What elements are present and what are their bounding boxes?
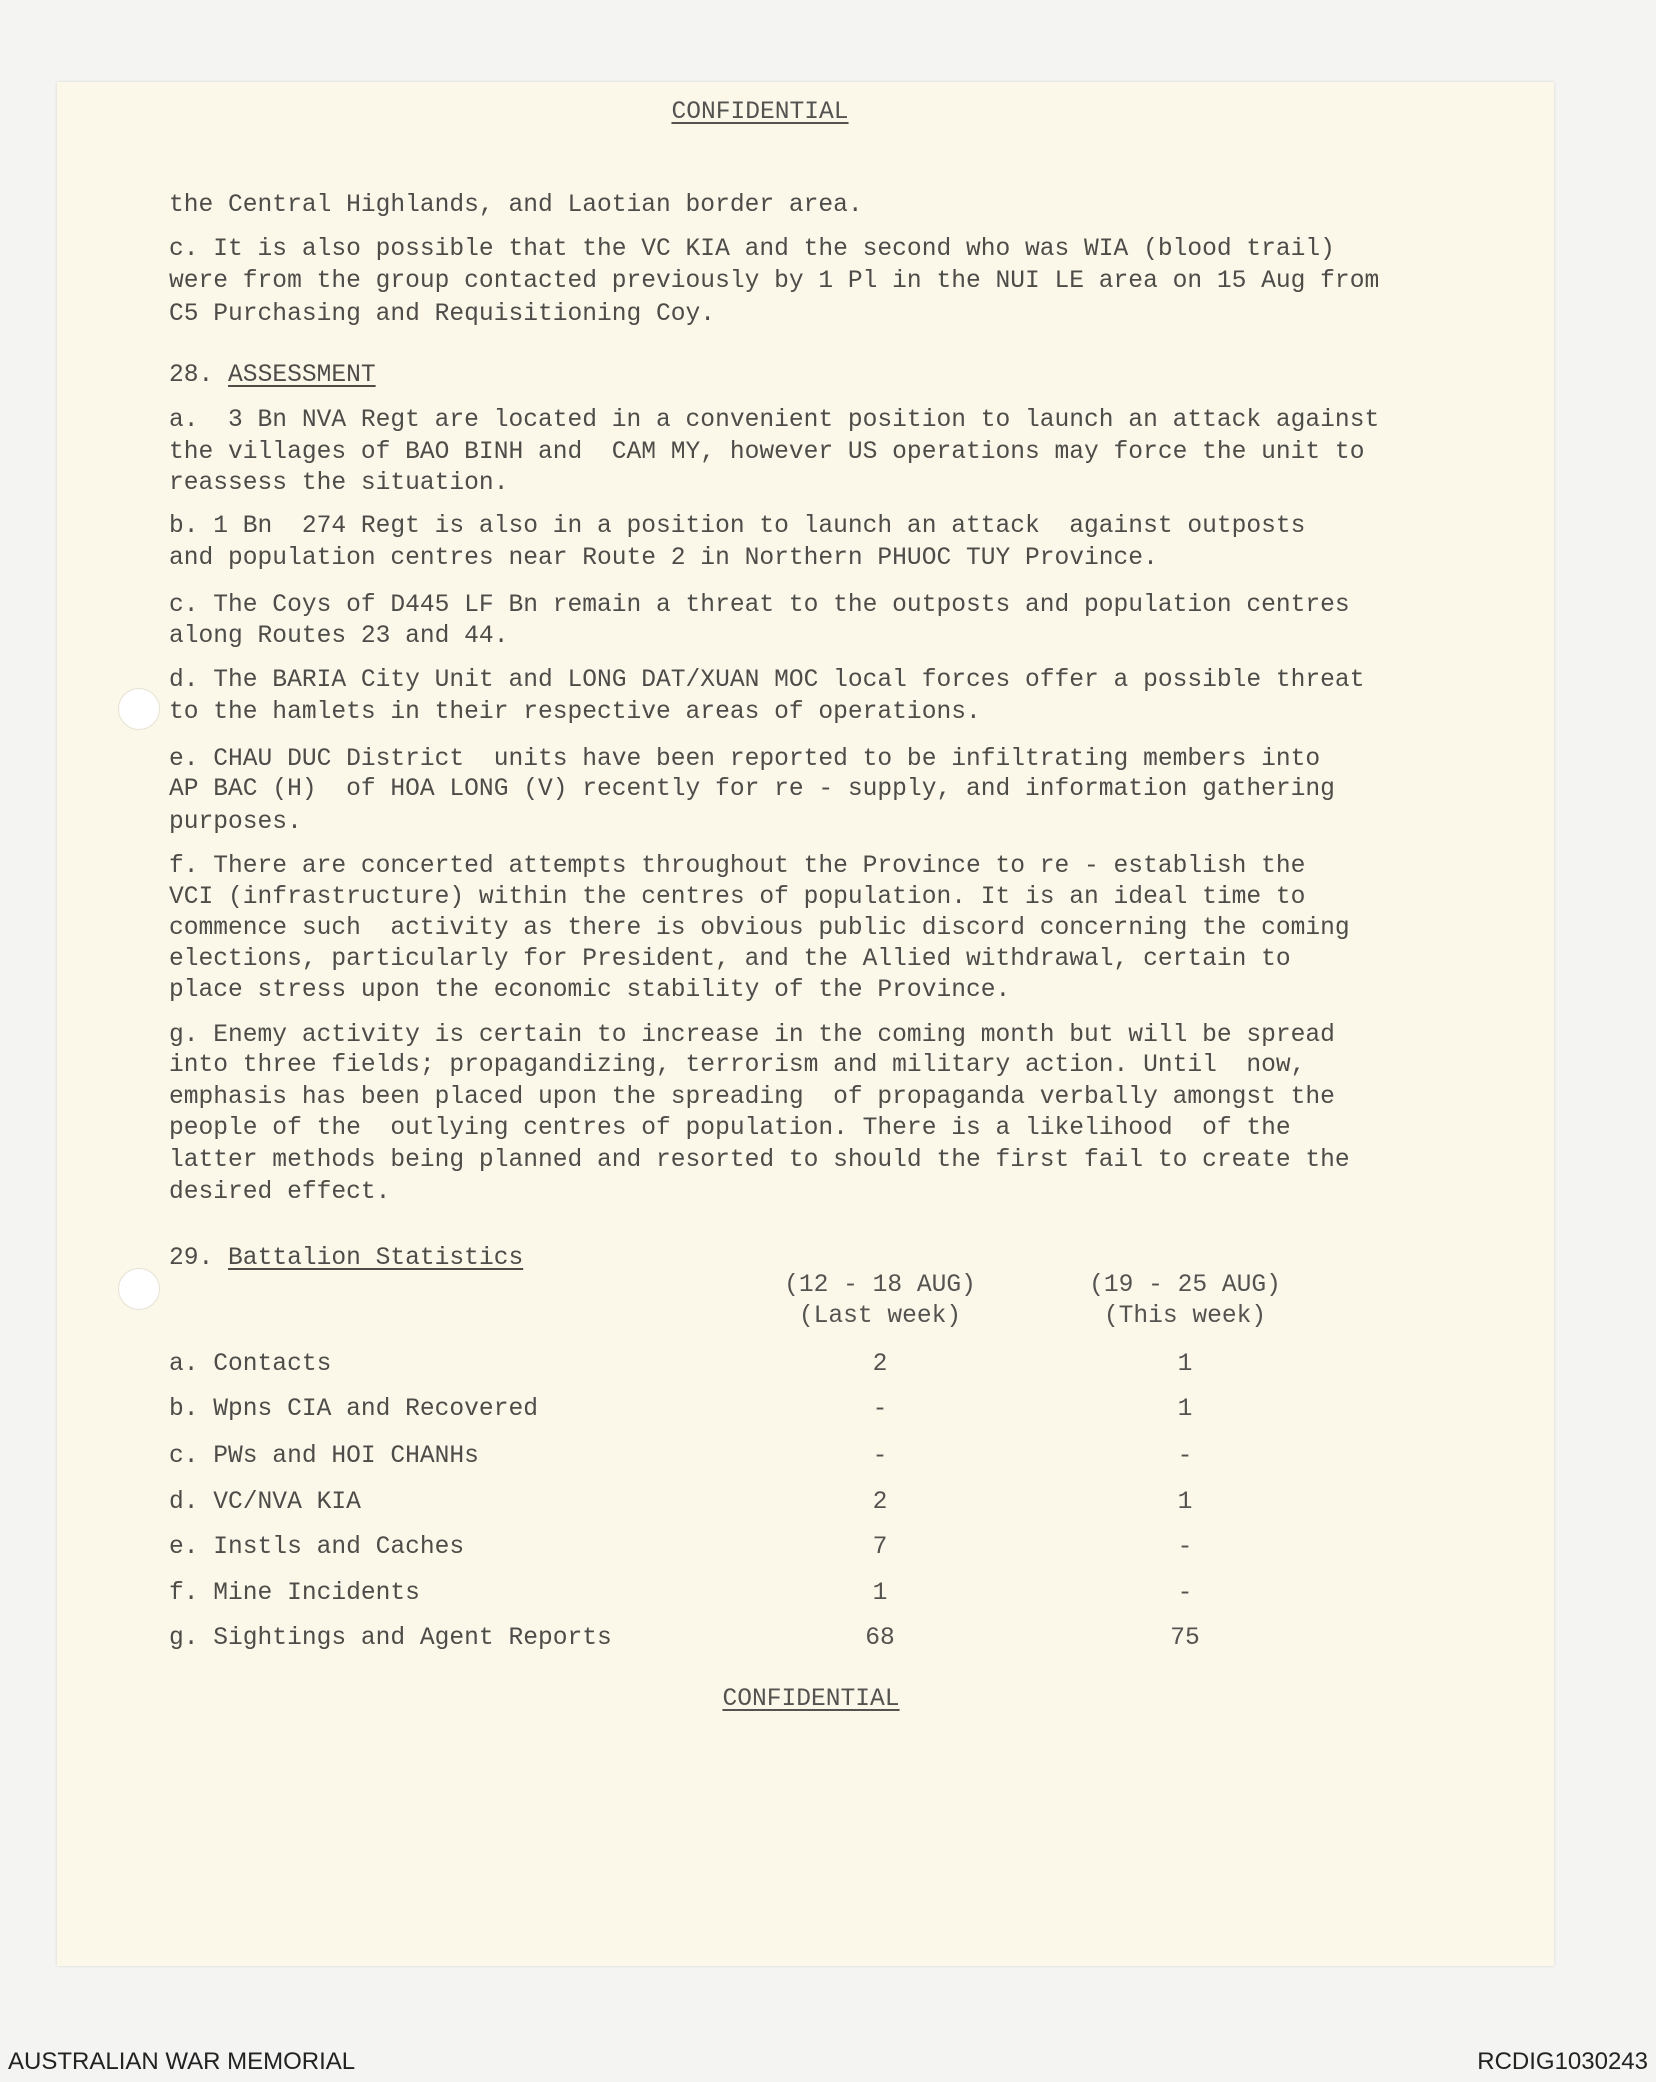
assessment-paragraph-line: f. There are concerted attempts throughout the Province to re - establish the [169,853,1306,880]
stat-this-week-value: 75 [1170,1625,1200,1652]
header-confidential: CONFIDENTIAL [671,99,849,126]
assessment-paragraph-line: along Routes 23 and 44. [169,623,509,650]
assessment-paragraph-line: place stress upon the economic stability of the Province. [169,977,1011,1004]
stat-this-week-value: 1 [1177,1396,1193,1423]
paragraph-27c-line: were from the group contacted previously by 1 Pl in the NUI LE area on 15 Aug from [169,268,1380,295]
assessment-paragraph-line: g. Enemy activity is certain to increase in the coming month but will be spread [169,1022,1335,1049]
assessment-paragraph-line: and population centres near Route 2 in Northern PHUOC TUY Province. [169,545,1158,572]
col-last-week-range: (12 - 18 AUG) [784,1272,976,1299]
stat-last-week-value: 68 [865,1625,895,1652]
col-last-week-label: (Last week) [798,1303,962,1330]
stat-last-week-value: 7 [872,1534,888,1561]
assessment-paragraph-line: latter methods being planned and resorted to should the first fail to create the [169,1147,1350,1174]
assessment-paragraph-line: d. The BARIA City Unit and LONG DAT/XUAN MOC local forces offer a possible threat [169,667,1365,694]
assessment-paragraph-line: a. 3 Bn NVA Regt are located in a convenient position to launch an attack against [169,407,1380,434]
stat-row-label: b. Wpns CIA and Recovered [169,1396,538,1423]
assessment-paragraph-line: reassess the situation. [169,470,509,497]
stat-last-week-value: - [872,1396,888,1423]
stat-last-week-value: 2 [872,1351,888,1378]
stat-row-label: a. Contacts [169,1351,332,1378]
paragraph-27c-line: C5 Purchasing and Requisitioning Coy. [169,301,716,328]
stat-row-label: f. Mine Incidents [169,1580,420,1607]
stat-this-week-value: 1 [1177,1351,1193,1378]
assessment-paragraph-line: the villages of BAO BINH and CAM MY, however US operations may force the unit to [169,439,1365,466]
stat-row-label: d. VC/NVA KIA [169,1489,361,1516]
paragraph-27c-line: c. It is also possible that the VC KIA and the second who was WIA (blood trail) [169,236,1335,263]
assessment-paragraph-line: into three fields; propagandizing, terrorism and military action. Until now, [169,1052,1306,1079]
punch-hole [118,688,160,730]
section-29-heading: 29. Battalion Statistics [169,1245,524,1272]
assessment-paragraph-line: e. CHAU DUC District units have been reported to be infiltrating members into [169,746,1321,773]
stat-this-week-value: - [1177,1534,1193,1561]
assessment-paragraph-line: elections, particularly for President, and the Allied withdrawal, certain to [169,946,1291,973]
assessment-paragraph-line: VCI (infrastructure) within the centres of population. It is an ideal time to [169,884,1306,911]
stat-this-week-value: - [1177,1580,1193,1607]
stat-this-week-value: - [1177,1443,1193,1470]
punch-hole [118,1268,160,1310]
col-this-week-range: (19 - 25 AUG) [1089,1272,1281,1299]
archive-id: RCDIG1030243 [1477,2048,1648,2075]
assessment-paragraph-line: AP BAC (H) of HOA LONG (V) recently for re - supply, and information gathering [169,776,1335,803]
assessment-paragraph-line: desired effect. [169,1179,391,1206]
text-line: the Central Highlands, and Laotian border area. [169,192,863,219]
assessment-paragraph-line: to the hamlets in their respective areas of operations. [169,699,981,726]
stat-last-week-value: - [872,1443,888,1470]
stat-last-week-value: 1 [872,1580,888,1607]
col-this-week-label: (This week) [1103,1303,1267,1330]
stat-row-label: c. PWs and HOI CHANHs [169,1443,479,1470]
assessment-paragraph-line: people of the outlying centres of population. There is a likelihood of the [169,1115,1291,1142]
stat-row-label: g. Sightings and Agent Reports [169,1625,612,1652]
assessment-paragraph-line: commence such activity as there is obvious public discord concerning the coming [169,915,1350,942]
footer-confidential: CONFIDENTIAL [722,1686,900,1713]
archive-credit: AUSTRALIAN WAR MEMORIAL [8,2048,356,2075]
document-page [57,82,1554,1966]
stat-last-week-value: 2 [872,1489,888,1516]
assessment-paragraph-line: purposes. [169,809,302,836]
stat-this-week-value: 1 [1177,1489,1193,1516]
assessment-paragraph-line: emphasis has been placed upon the spreading of propaganda verbally amongst the [169,1084,1335,1111]
section-28-heading: 28. ASSESSMENT [169,362,376,389]
stat-row-label: e. Instls and Caches [169,1534,465,1561]
assessment-paragraph-line: b. 1 Bn 274 Regt is also in a position to launch an attack against outposts [169,513,1306,540]
assessment-paragraph-line: c. The Coys of D445 LF Bn remain a threat to the outposts and population centres [169,592,1350,619]
